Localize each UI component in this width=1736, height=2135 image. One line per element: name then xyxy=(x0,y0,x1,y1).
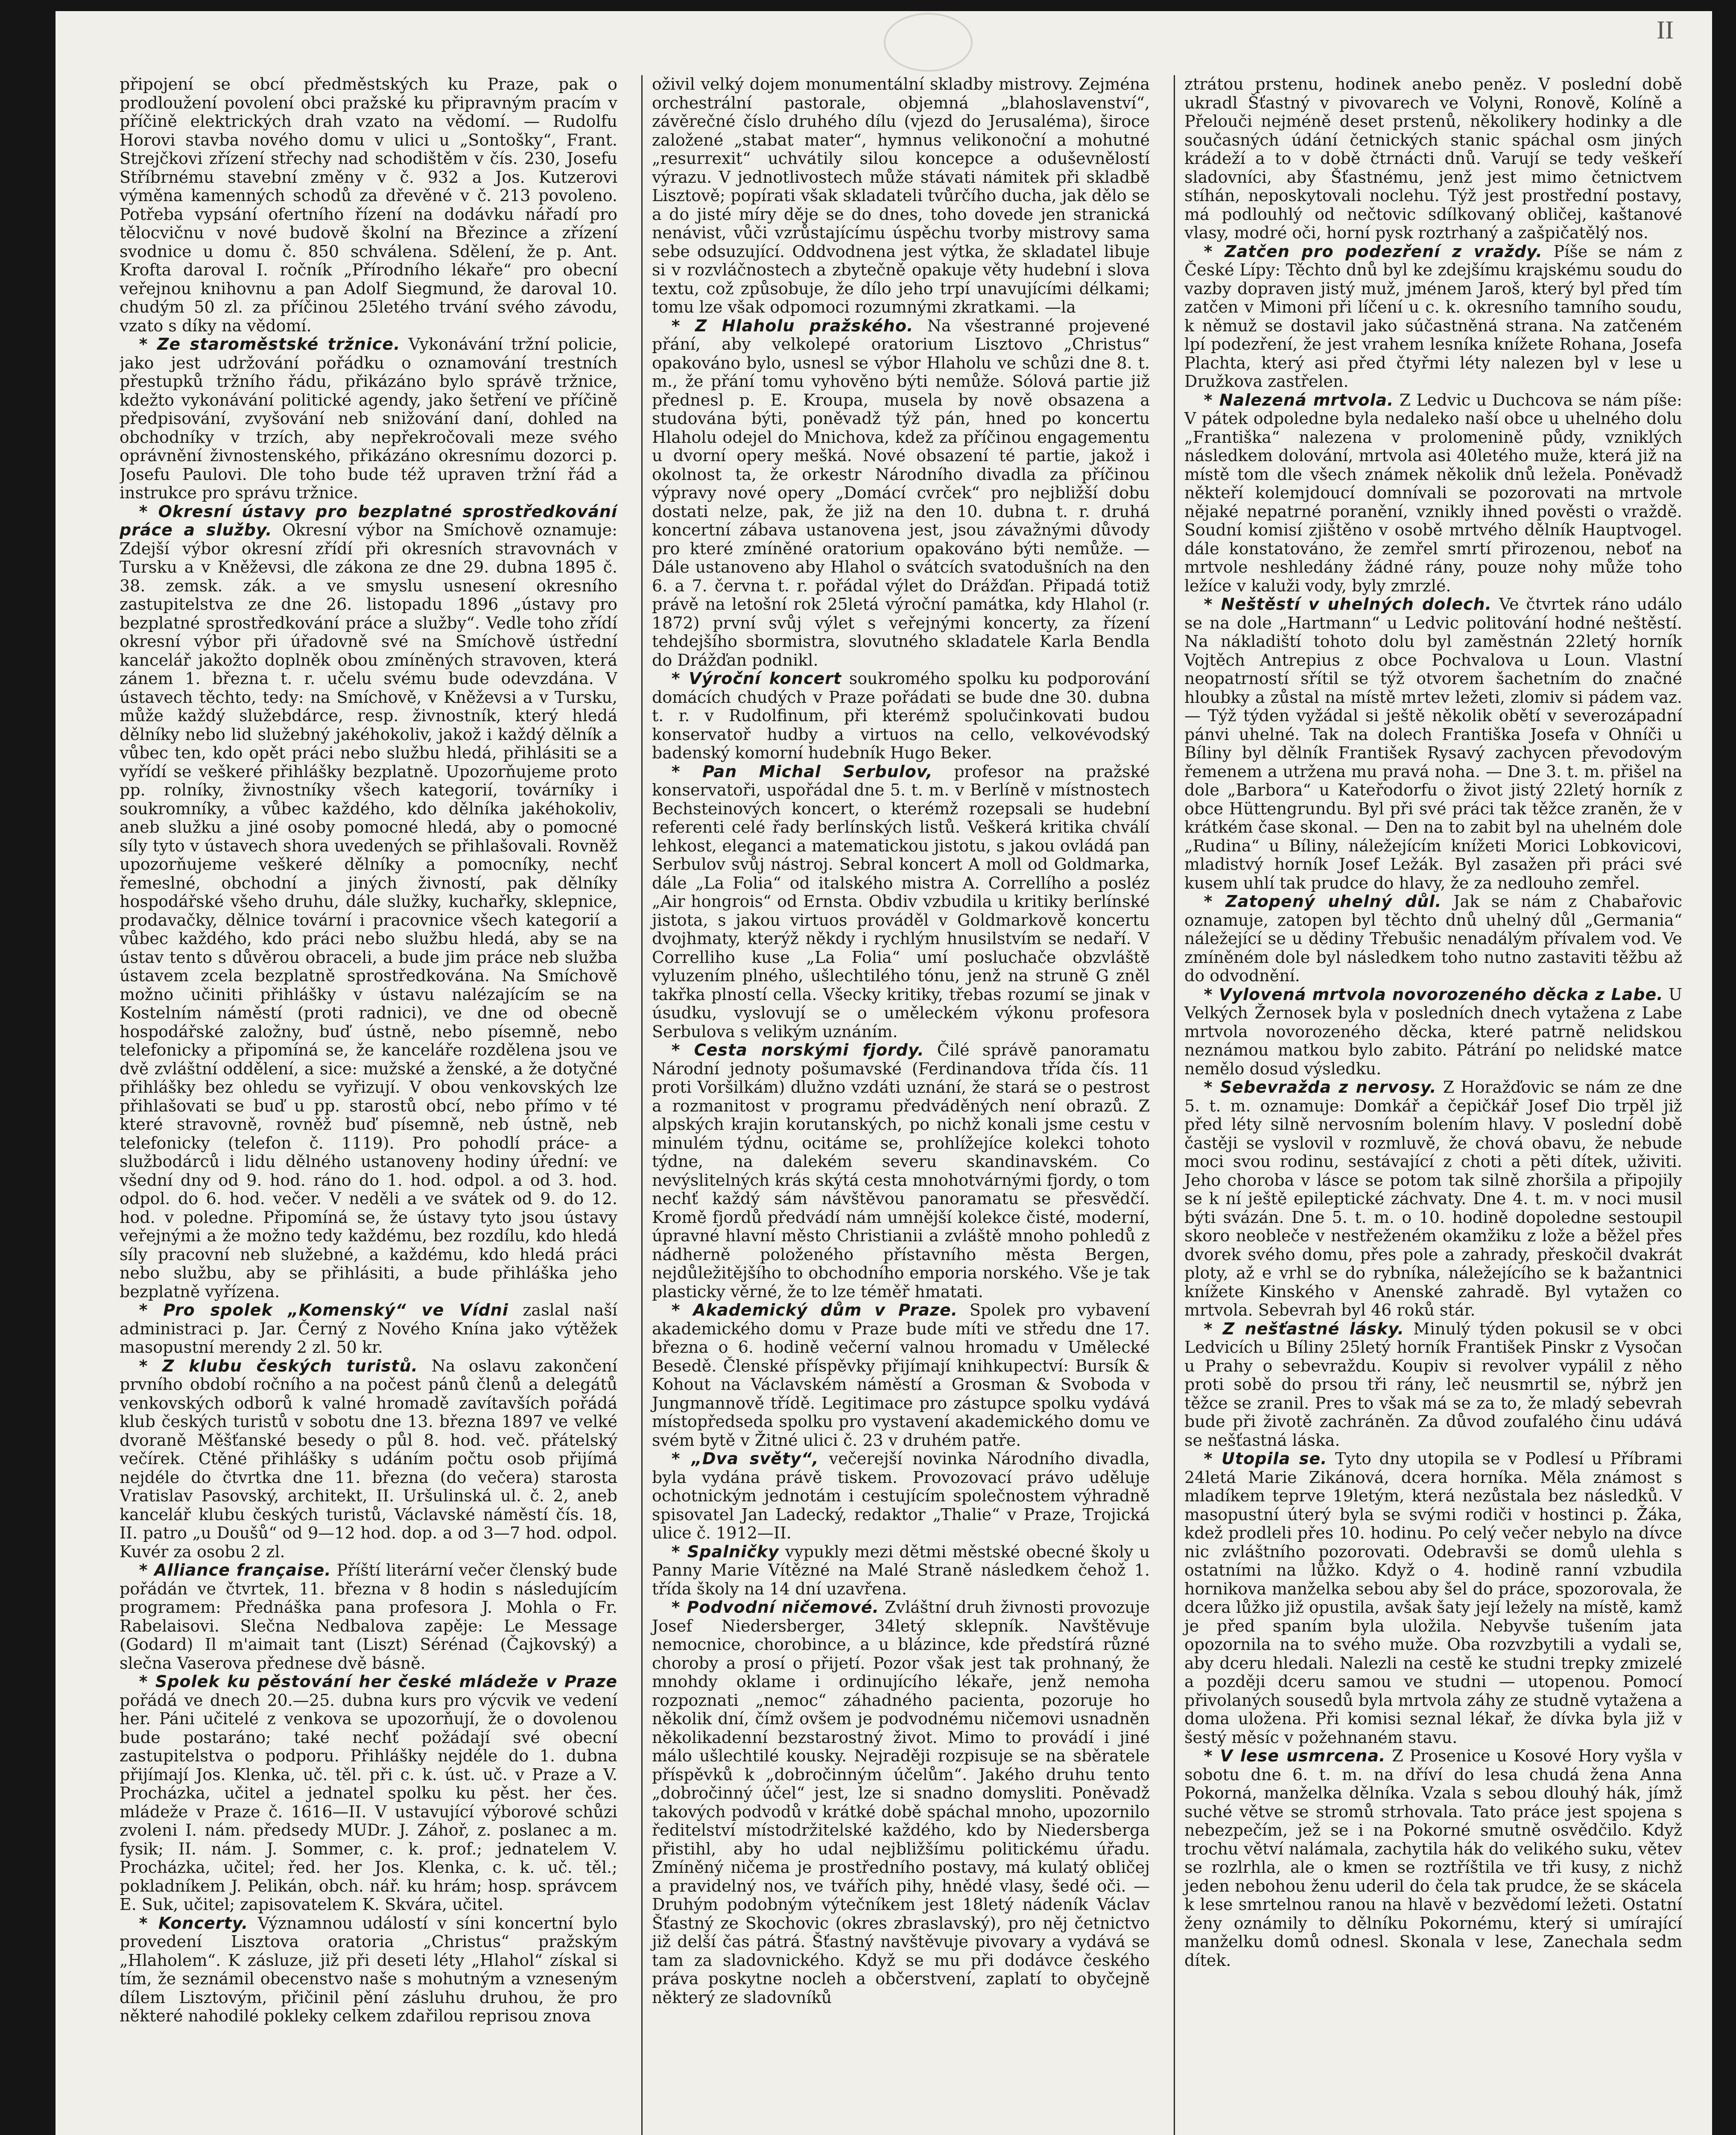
news-text: Okresní výbor na Smíchově oznamuje: Zdejší výbor okresní zřídí při okresních stravovnách v Tursku a v Kněževsi, dle zákona ze dne 29. dubna 1895 č. 38. zemsk. zák. a ve smyslu usnesení okresního zastupitelstva ze dne 26. listopadu 1896 „ústavy pro bezplatné sprostředkování práce a služby“. Vedle toho zřídí okresní výbor při úřadovně své na Smíchově ústřední kancelář jakožto doplněk obou zmíněných stravoven, která zánem 1. března t. r. učelu svému bude odevzdána. V ústavech těchto, tedy: na Smíchově, v Kněževsi a v Tursku, může každý služebdárce, resp. živnostník, který hledá dělníky nebo lid služebný jakéhokoliv, jakož i každý dělník a vůbec ten, kdo opět práci nebo službu hledá, přihlásiti se a vyřídí se veškeré přihlášky bezplatně. Upozorňujeme proto pp. rolníky, živnostníky všech kategorií, továrníky i soukromníky, a vůbec každého, kdo dělníka jakéhokoliv, aneb služku a jiné osoby pomocné hledá, aby o pomocné síly tyto v ústavech shora uvedených se přihlašovali. Rovněž upozorňujeme veškeré dělníky a pomocníky, nechť řemeslné, obchodní a jiných živností, pak dělníky hospodářské všeho druhu, dále služky, kuchařky, sklepnice, prodavačky, dělnice tovární i pracovnice všech kategorií a vůbec každého, kdo práci nebo službu hledá, aby se na ústav tento s důvěrou obraceli, a bude jim práce neb služba ústavem zcela bezplatně sprostředkována. Na Smíchově možno učiniti přihlášky v ústavu nalézajícím se na Kostelním náměstí (proti radnici), ve dne od obecně hospodářské založny, buď ústně, nebo písemně, nebo telefonicky a připomíná se, že kanceláře rozdělena jsou ve dvě zvláštní oddělení, a sice: mužské a ženské, a že dotyčné přihlášky bez ohledu se vyřizují. V obou venkovských lze přihlašovati se buď u pp. starostů obcí, nebo přímo v té které stravovně, rovněž buď písemně, neb ústně, neb telefonicky (telefon č. 1119). Pro pohodlí práce- a službodárců i lidu dělného ustanoveny hodiny úřední: ve všední dny od 9. hod. ráno do 1. hod. odpol. a od 3. hod. odpol. do 6. hod. večer. V neděli a ve svátek od 9. do 12. hod. v poledne. Připomíná se, že ústavy tyto jsou ústavy veřejnými a že možno tedy každému, bez rozdílu, kdo hledá síly pracovní neb služebné, a každému, kdo hledá práci nebo službu, aby se přihlásiti, a bude přihláška jeho bezplatně vyřízena. xyxy=(120,521,617,1301)
news-headline: * Výroční koncert xyxy=(671,669,842,688)
news-headline: * Zatčen pro podezření z vraždy. xyxy=(1204,242,1543,261)
news-headline: * Spalničky xyxy=(671,1542,779,1561)
news-headline: * Vylovená mrtvola novorozeného děcka z Labe. xyxy=(1204,985,1663,1004)
news-text: ztrátou prstenu, hodinek anebo peněz. V poslední době ukradl Šťastný v pivovarech ve Volyni, Ronově, Kolíně a Přelouči nejméně deset prstenů, několikery hodinky a dle současných údání četnických stanic spáchal osm jiných krádeží a to v době čtrnácti dnů. Varují se tedy veškeří sladovníci, aby Šťastnému, jenž jest mimo četnictvem stíhán, neposkytovali noclehu. Týž jest prostřední postavy, má podlouhlý od nečtovic sdílkovaný obličej, kaštanové vlasy, modré oči, horní pysk roztrhaný a zašpičatělý nos. xyxy=(1184,75,1682,242)
news-item xyxy=(652,763,1150,1041)
news-text: Minulý týden pokusil se v obci Ledvicích u Bíliny 25letý horník František Pinskr z Vysočan u Prahy o sebevraždu. Koupiv si revolver vypálil z něho proti sobě do prsou tři rány, leč neusmrtil se, nýbrž jen těžce se zranil. Pres to však má se za to, že mladý sebevrah bude při životě zachráněn. Za důvod zoufalého činu udává se nešťastná láska. xyxy=(1184,1319,1682,1450)
news-headline: * V lese usmrcena. xyxy=(1204,1746,1386,1765)
news-item xyxy=(652,1301,1150,1450)
news-text: zaslal naší administraci p. Jar. Černý z Nového Knína jako výtěžek masopustní merendy 2 zl. 50 kr. xyxy=(120,1301,617,1357)
news-headline: * Sebevražda z nervosy. xyxy=(1204,1078,1437,1097)
news-headline: * Spolek ku pěstování her české mládeže v Praze xyxy=(139,1672,617,1691)
news-text: Na všestranné projevené přání, aby velkolepé oratorium Lisztovo „Christus“ opakováno bylo, usnesl se výbor Hlaholu ve schůzi dne 8. t. m., že přání tomu vyhověno býti nemůže. Sólová partie již přednesl p. E. Kroupa, musela by nově obsazena a studována býti, poněvadž týž pán, hned po koncertu Hlaholu odejel do Mnichova, kdež za příčinou engagementu u dvorní opery mešká. Nové obsazení té partie, jakož i okolnost ta, že orkestr Národního divadla za příčinou výpravy nové opery „Domácí cvrček“ pro nejbližší dobu dostati nelze, pak, že již na den 10. dubna t. r. druhá koncertní zábava ustanovena jest, jsou závažnými důvody pro které zmíněné oratorium opakováno býti nemůže. — Dále ustanoveno aby Hlahol o svátcích svatodušních na den 6. a 7. června t. r. pořádal výlet do Drážďan. Připadá totiž právě na letošní rok 25letá výroční památka, kdy Hlahol (r. 1872) první svůj výlet s veřejnými koncerty, za řízení tehdejšího sbormistra, slovutného skladatele Karla Bendla do Drážďan podnikl. xyxy=(652,316,1150,670)
news-item xyxy=(652,317,1150,670)
newspaper-page xyxy=(56,11,1712,2135)
library-stamp xyxy=(884,13,973,72)
news-headline: * Neštěstí v uhelných dolech. xyxy=(1204,595,1492,614)
news-text: Z Horažďovic se nám ze dne 5. t. m. oznamuje: Domkář a čepičkář Josef Dio trpěl již před léty silně nervosním bolením hlavy. V poslední době častěji se vyslovil v rozmluvě, že chová obavu, že nebude moci svou rodinu, sestávající z choti a pěti dítek, uživiti. Jeho choroba v lásce se potom tak silně zhoršila a připojily se k ní ještě epileptické záchvaty. Dne 4. t. m. v noci musil býti svázán. Dne 5. t. m. o 10. hodině dopoledne sestoupil skoro neobleče v nestřeženém okamžiku z lože a běžel přes dvorek svého domu, přes pole a zahrady, přeskočil dvakrát ploty, až e vrhl se do rybníka, náležejícího se k bažantnici knížete Kinského v Anenské zahradě. Byl vytažen co mrtvola. Sebevrah byl 46 roků stár. xyxy=(1184,1078,1682,1319)
news-text: Čilé správě panoramatu Národní jednoty pošumavské (Ferdinandova třída čís. 11 proti Voršilkám) dlužno vzdáti uznání, že stará se o pestrost a rozmanitost v programu předváděných není obrazů. Z alpských krajin korutanských, po nichž konali jsme cestu v minulém týdnu, ocitáme se, prohlížejíce kolekci tohoto týdne, na dalekém severu skandinavském. Co nevýslitelných krás skýtá cesta mnohotvárnými fjordy, o tom nechť každý sám návštěvou panoramatu se přesvědčí. Kromě fjordů předvádí nám umnější kolekce čisté, moderní, úpravné hlavní město Christianii a zvláště mnoho pohledů z nádherně položeného přístavního města Bergen, nejdůležitějšího to obchodního emporia norského. Vše je tak plasticky věrné, že to lze téměř hmatati. xyxy=(652,1041,1150,1301)
news-item xyxy=(120,335,617,503)
news-text: Příští literární večer členský bude pořádán ve čtvrtek, 11. března v 8 hodin s následujícím programem: Přednáška pana profesora J. Mohla o Fr. Rabelaisovi. Slečna Nedbalova zapěje: Le Message (Godard) Il m'aimait tant (Liszt) Sérénad (Čajkovský) a slečna Vaserova přednese dvě básně. xyxy=(120,1561,617,1673)
news-text: Významnou událostí v síni koncertní bylo provedení Lisztova oratoria „Christus“ pražským „Hlaholem“. K zásluze, již při deseti léty „Hlahol“ získal si tím, že seznámil obecenstvo naše s mohutným a vzneseným dílem Lisztovým, přičinil pění zásluhu druhou, že pro některé nahodilé pokleky celkem zdařilou reprisou znova xyxy=(120,1913,617,2025)
news-item xyxy=(652,1543,1150,1599)
news-item xyxy=(652,1041,1150,1301)
news-item xyxy=(652,670,1150,763)
news-text: Ve čtvrtek ráno událo se na dole „Hartmann“ u Ledvic politování hodné neštěstí. Na nákladiští tohoto dolu byl zaměstnán 22letý horník Vojtěch Antrepius z obce Pochvalova u Loun. Vlastní neopatrností sřítil se týž otvorem šachetním do značné hloubky a zůstal na místě mrtev ležeti, zlomiv si pádem vaz. — Týž týden vyžádal si ještě několik obětí v severozápadní pánvi uhelné. Tak na dolech Františka Josefa v Ohníči u Bíliny byl dělník František Rysavý zachycen převodovým řemenem a utržena mu pravá noha. — Dne 3. t. m. přišel na dole „Barbora“ u Kateřodorfu o život jistý 22letý horník z obce Hüttengrundu. Byl při své práci tak těžce zraněn, že v krátkém čase skonal. — Den na to zabit byl na uhelném dole „Rudina“ u Bíliny, náležejícím knížeti Morici Lobkovicovi, mladistvý horník Josef Ležák. Byl zasažen při práci své kusem uhlí tak prudce do hlavy, že za nedlouho zemřel. xyxy=(1184,595,1682,892)
news-headline: * Nalezená mrtvola. xyxy=(1204,390,1394,409)
corner-mark: II xyxy=(1657,16,1674,44)
news-headline: * Z klubu českých turistů. xyxy=(139,1356,418,1375)
news-item xyxy=(1184,243,1682,391)
news-text: Jak se nám z Chabařovic oznamuje, zatopen byl těchto dnů uhelný důl „Germania“ náležející se u dědiny Třebušic nenadálým přívalem vod. Ve zmíněném dole byl následkem toho nutno zastaviti těžbu až do odvodnění. xyxy=(1184,892,1682,985)
news-text: Spolek pro vybavení akademického domu v Praze bude míti ve středu dne 17. března o 6. hodině večerní valnou hromadu v Umělecké Besedě. Členské příspěvky přijímají knihkupectví: Bursík & Kohout na Václavském náměstí a Grosman & Svoboda v Jungmannově třídě. Legitimace pro zástupce spolku vydává místopředseda spolku pro vystavení akademického domu ve svém bytě v Žitné ulici č. 23 v druhém patře. xyxy=(652,1301,1150,1450)
continued-text xyxy=(1184,75,1682,243)
news-item xyxy=(1184,1320,1682,1450)
news-item xyxy=(652,1450,1150,1543)
news-headline: * Ze staroměstské tržnice. xyxy=(139,335,400,354)
news-headline: * „Dva světy“, xyxy=(671,1449,819,1468)
news-item xyxy=(120,1914,617,2026)
news-item xyxy=(1184,595,1682,892)
news-headline: * Alliance française. xyxy=(139,1561,331,1579)
news-item xyxy=(120,1561,617,1673)
news-item xyxy=(120,1357,617,1562)
news-item xyxy=(1184,1078,1682,1320)
news-headline: * Koncerty. xyxy=(139,1913,248,1933)
news-headline: * Utopila se. xyxy=(1204,1449,1327,1468)
continued-text xyxy=(120,75,617,335)
news-item xyxy=(1184,391,1682,596)
column-2 xyxy=(641,75,1150,2135)
news-item xyxy=(120,503,617,1301)
news-text: Zvláštní druh živnosti provozuje Josef Niedersberger, 34letý sklepník. Navštěvuje nemocnice, chorobince, a u blázince, kde předstírá různé choroby a prosí o přijetí. Pozor však jest tak prohnaný, že mnohdy oklame i ordinujícího lékaře, jenž nemoha rozpoznati „nemoc“ záhadného pacienta, pozoruje ho několik dní, čímž ovšem je podvodnému ničemovi usnadněn několikadenní bezstarostný život. Mimo to provádí i jiné málo ušlechtilé kousky. Nejraději rozpisuje se na sběratele příspěvků k „dobročinným účelům“. Jakého druhu tento „dobročinný účel“ jest, lze si snadno domysliti. Poněvadž takových podvodů v krátké době spáchal mnoho, upozornilo ředitelství místodržitelské každého, kdo by Niedersberga přistihl, aby ho udal nejbližšímu politickému úřadu. Zmíněný ničema je prostředního postavy, má kulatý obličej a pravidelný nos, ve tvářích pihy, hnědé vlasy, šedé oči. — Druhým podobným výtečníkem jest 18letý nádeník Václav Šťastný ze Skochovic (okres zbraslavský), pro něj četnictvo již delší čas pátrá. Šťastný navštěvuje pivovary a vydává se tam za sladovnického. Když se mu při dodávce českého práva poskytne nocleh a občerstvení, zaplatí to obyčejně některý ze sladovníků xyxy=(652,1598,1150,2007)
news-headline: * Cesta norskými fjordy. xyxy=(671,1041,924,1059)
news-headline: * Pro spolek „Komenský“ ve Vídni xyxy=(139,1301,509,1319)
news-text: Píše se nám z České Lípy: Těchto dnů byl ke zdejšímu krajskému soudu do vazby dopraven jistý muž, jménem Jaroš, který byl před tím zatčen v Mimoni při líčení u c. k. okresního tamního soudu, k němuž se dostavil jako súčastněná strana. Na zatčeném lpí podezření, že jest vrahem lesníka knížete Rohana, Josefa Plachta, který asi před čtyřmi léty nalezen byl v lese u Družkova zastřelen. xyxy=(1184,242,1682,391)
news-text: Na oslavu zakončení prvního období ročního a na počest pánů členů a delegátů venkovských odborů k valné hromadě zavítavších pořádá klub českých turistů v sobotu dne 13. března 1897 ve velké dvoraně Měšťanské besedy o půl 8. hod. več. přátelský večírek. Ctěné přihlášky s udáním počtu osob přijímá nejdéle do čtvrtka dne 11. března (do večera) starosta Vratislav Pasovský, architekt, II. Uršulinská ul. č. 2, aneb kancelář klubu českých turistů, Václavské náměstí čís. 18, II. patro „u Doušů“ od 9—12 hod. dop. a od 3—7 hod. odpol. Kuvér za osobu 2 zl. xyxy=(120,1356,617,1561)
news-item xyxy=(652,1598,1150,2007)
news-text: pořádá ve dnech 20.—25. dubna kurs pro výcvik ve vedení her. Páni učitelé z venkova se upozorňují, že o dovolenou bude postaráno; také nechť požádají své obecní zastupitelstva o podporu. Přihlášky nejdéle do 1. dubna přijímají Jos. Klenka, uč. těl. při c. k. úst. uč. v Praze a V. Procházka, učitel a jednatel spolku ku pěst. her čes. mládeže v Praze č. 1616—II. V ustavující výborové schůzi zvoleni I. nám. předsedy MUDr. J. Záhoř, z. poslanec a m. fysik; II. nám. J. Sommer, c. k. prof.; jednatelem V. Procházka, učitel; řed. her Jos. Klenka, c. k. uč. těl.; pokladníkem J. Pelikán, obch. nář. ku hrám; hosp. správcem E. Suk, učitel; zapisovatelem K. Skvára, učitel. xyxy=(120,1690,617,1914)
news-text: připojení se obcí předměstských ku Praze, pak o prodloužení povolení obci pražské ku připravným pracím v příčině elektrických drah vzato na vědomí. — Rudolfu Horovi stavba nového domu v ulici u „Sontošky“, Frant. Strejčkovi zřízení střechy nad schodištěm v čís. 230, Josefu Stříbrnému stavební změny v č. 932 a Jos. Kutzerovi výměna kamenných schodů za dřevěné v č. 213 povoleno. Potřeba vypsání ofertního řízení na dodávku nářadí pro tělocvičnu v nové budově školní na Březince a zřízení svodnice u domu č. 850 schválena. Sdělení, že p. Ant. Krofta daroval I. ročník „Přírodního lékaře“ pro obecní veřejnou knihovnu a pan Adolf Siegmund, že daroval 10. chudým 50 zl. za příčinou 25letého trvání svého závodu, vzato s díky na vědomí. xyxy=(120,75,617,335)
news-text: soukromého spolku ku podporování domácích chudých v Praze pořádati se bude dne 30. dubna t. r. v Rudolfinum, při kterémž spolučinkovati budou konservatoř hudby a virtuos na cello, velkovévodský badenský komorní hudebník Hugo Beker. xyxy=(652,669,1150,762)
news-item xyxy=(120,1301,617,1357)
news-headline: * Zatopený uhelný důl. xyxy=(1204,892,1442,911)
news-headline: * Podvodní ničemové. xyxy=(671,1598,880,1617)
news-text: Z Prosenice u Kosové Hory vyšla v sobotu dne 6. t. m. na dříví do lesa chudá žena Anna Pokorná, manželka dělníka. Vzala s sebou dlouhý hák, jímž suché větve se stromů strhovala. Tato práce jest spojena s nebezpečím, jež se i na Pokorné smutně osvědčilo. Když trochu větví nalámala, zachytila hák do velikého suku, větev se rozlrhla, ale o kmen se roztříštila ve tři kusy, z nichž jeden nebohou ženu uderil do čela tak prudce, že se skácela k lese smrtelnou ranou na hlavě v bezvědomí ležeti. Ostatní ženy oznámily to dělníku Pokornému, který si umírající manželku domů odnesl. Skonala v lese, Zanechala sedm dítek. xyxy=(1184,1746,1682,1970)
news-item xyxy=(1184,1450,1682,1747)
news-text: Vykonávání tržní policie, jako jest udržování pořádku o oznamování trestních přestupků tržního řádu, přikázáno bylo správě tržnice, kdežto vykonávání politické agendy, jako šetření ve příčině předpisování, zvyšování neb snižování daní, dohled na obchodníky v trzích, aby nepřekročovali meze svého oprávnění živnostenského, přikázáno okresnímu dozorci p. Josefu Paulovi. Dle toho bude též upraven tržní řád a instrukce pro správu tržnice. xyxy=(120,335,617,502)
news-headline: * Pan Michal Serbulov, xyxy=(671,762,933,781)
news-text: večerejší novinka Národního divadla, byla vydána právě tiskem. Provozovací právo uděluje ochotnickým jednotám i cestujícím společnostem výhradně spisovatel Jan Ladecký, redaktor „Thalie“ v Praze, Trojická ulice č. 1912—II. xyxy=(652,1449,1150,1542)
news-headline: * Okresní ústavy pro bezplatné sprostředkování práce a služby. xyxy=(120,502,617,539)
news-headline: * Z nešťastné lásky. xyxy=(1204,1319,1404,1338)
news-text: U Velkých Žernosek byla v posledních dnech vytažena z Labe mrtvola novorozeného děcka, které patrně nelidskou neznámou matkou bylo zabito. Pátrání po nelidské matce nemělo dosud výsledku. xyxy=(1184,985,1682,1078)
column-1 xyxy=(120,75,617,2135)
news-text: Z Ledvic u Duchcova se nám píše: V pátek odpoledne byla nedaleko naší obce u uhelného dolu „Františka“ nalezena v prolomenině půdy, vzniklých následkem dolování, mrtvola asi 40letého muže, která již na místě tom dle všech známek několik dnů ležela. Poněvadž někteří kolemjdoucí domnívali se pozorovati na mrtvole nějaké nepatrné poranění, vznikly ihned pověsti o vraždě. Soudní komisí zjištěno v osobě mrtvého dělník Hauptvogel. dále konstatováno, že zemřel smrtí přirozenou, neboť na mrtvole neshledány žádné rány, pouze nohy může toho ležíce v kaluži vody, byly zmrzlé. xyxy=(1184,390,1682,595)
news-text: profesor na pražské konservatoři, uspořádal dne 5. t. m. v Berlíně v místnostech Bechsteinových koncert, o kterémž rozepsali se hudební referenti celé řady berlínských listů. Veškerá kritika chválí lehkost, eleganci a matematickou jistotu, s jakou ovládá pan Serbulov svůj nástroj. Sebral koncert A moll od Goldmarka, dále „La Folia“ od italského mistra A. Correllího a posléz „Air hongrois“ od Ernsta. Obdiv vzbudila u kritiky berlínské jistota, s jakou virtuos prováděl v Goldmarkově koncertu dvojhmaty, kterýž někdy i rychlým hnusilstvím se nedaří. V Correlliho kuse „La Folia“ umí posluchače obzvláště vyluzením plného, ušlechtilého tónu, jenž na struně G zněl takřka plností cella. Všecky kritiky, třebas rozumí se jinak v úsudku, vyslovují se o uměleckém výkonu profesora Serbulova s velikým uznáním. xyxy=(652,762,1150,1041)
news-item xyxy=(120,1673,617,1914)
news-text: vypukly mezi dětmi městské obecné školy u Panny Marie Vítězné na Malé Straně následkem čehož 1. třída školy na 14 dní uzavřena. xyxy=(652,1542,1150,1598)
news-item xyxy=(1184,986,1682,1079)
news-headline: * Z Hlaholu pražského. xyxy=(671,316,914,335)
article-columns xyxy=(120,75,1682,2135)
news-item xyxy=(1184,892,1682,986)
news-headline: * Akademický dům v Praze. xyxy=(671,1301,958,1319)
column-3 xyxy=(1174,75,1682,2135)
news-text: Tyto dny utopila se v Podlesí u Příbrami 24letá Marie Zikánová, dcera horníka. Měla známost s mladíkem teprve 19letým, která nezůstala bez následků. V masopustní úterý byla se svými rodiči v hostinci p. Žáka, kdež prodleli přes 10. hodinu. Po celý večer nebylo na dívce nic zvláštního pozorovati. Odebravši se domů ulehla s ostatními na lůžko. Když o 4. hodině ranní vzbudila hornikova manželka sebou aby šel do práce, spozorovala, že dcera lůžko již opustila, avšak šaty její ležely na místě, kamž je před spaním byla uložila. Nebyvše tušením jata opozornila na to svého muže. Oba rozvzbytili a vydali se, aby dceru hledali. Nalezli na cestě ke studni trepky zmizelé a později dceru samou ve studni — utopenou. Pomocí přivolaných sousedů byla mrtvola záhy ze studně vytažena a doma uložena. Při komisi seznal lékař, že dívka byla již v šestý měsíc v požehnaném stavu. xyxy=(1184,1449,1682,1747)
news-item xyxy=(1184,1747,1682,1970)
continued-text xyxy=(652,75,1150,317)
news-text: oživil velký dojem monumentální skladby mistrovy. Zejména orchestrální pastorale, objemná „blahoslavenství“, závěrečné číslo druhého dílu (vjezd do Jerusaléma), široce založené „stabat mater“, hymnus velikonoční a mohutné „resurrexit“ uchvátily silou koncepce a oduševnělostí výrazu. V jednotlivostech může stávati námitek při skladbě Lisztově; popírati však skladateli tvůrčího ducha, jak dělo se a do jisté míry děje se do dnes, toho dovede jen stranická nenávist, vůči vzrůstajícímu úspěchu tvorby mistrovy sama sebe odsuzující. Oddvodnena jest výtka, že skladatel libuje si v rozvláčnostech a zbytečně opakuje věty hudební i slova textu, což způsobuje, že dílo jeho trpí unavujícími délkami; tomu lze však odpomoci rozumnými zkratkami. —la xyxy=(652,75,1150,316)
